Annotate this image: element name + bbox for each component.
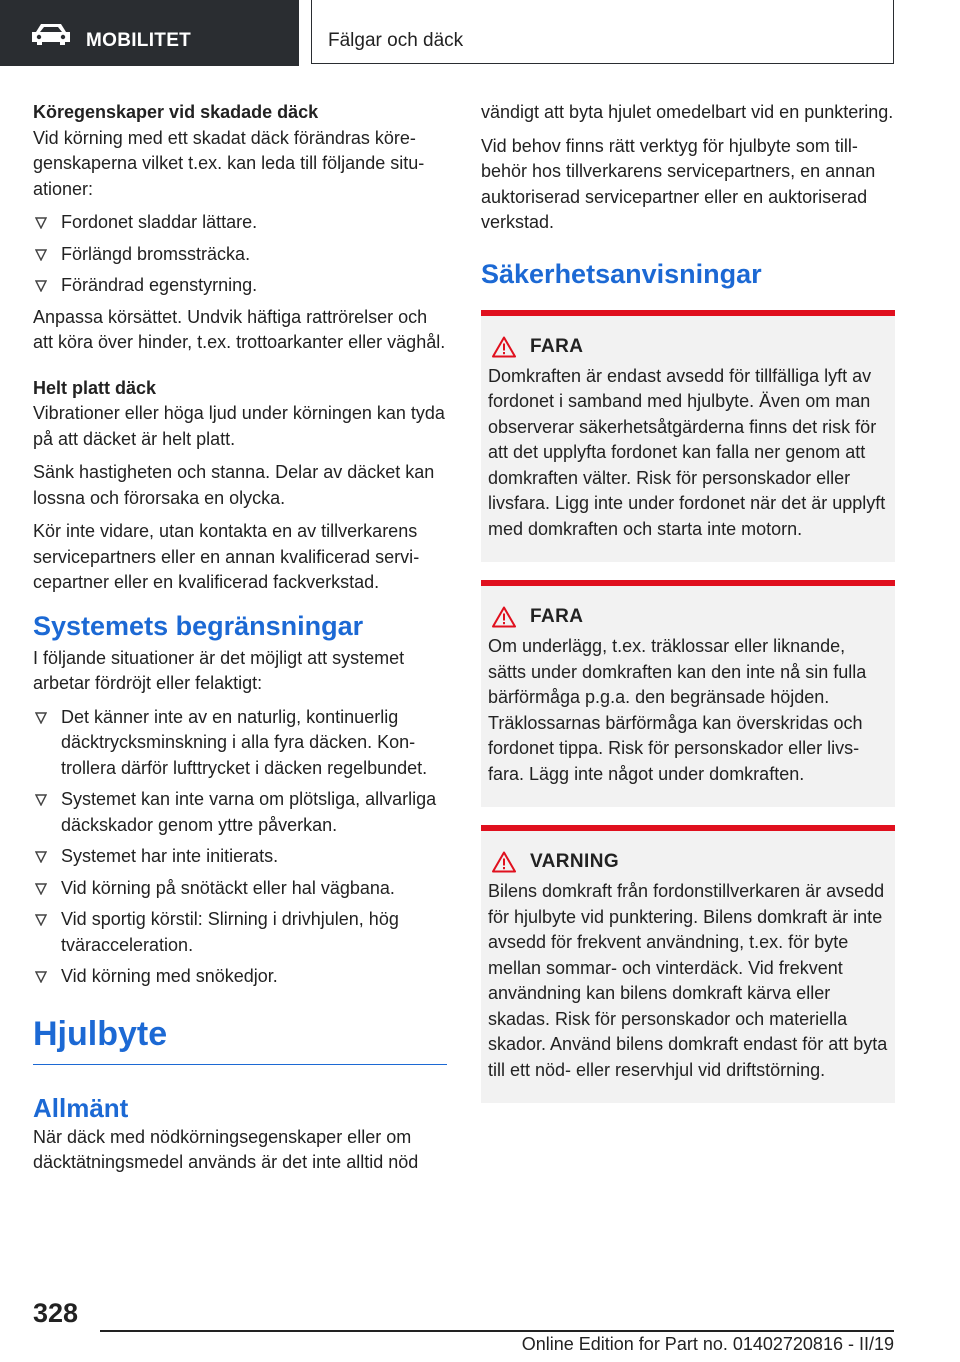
- page-number: 328: [33, 1298, 79, 1328]
- paragraph: Sänk hastigheten och stanna. Delar av däcket kan lossna och förorsaka en olycka.: [33, 462, 435, 508]
- warning-text: Om underlägg, t.ex. träklossar eller liknande, sätts under domkraften kan den inte nå sin fulla bärförmåga p.g.a. den begränsade höjden. Träklossarnas bärförmåga kan överskridas och fordonet tippa. Risk för personskador eller livsfara. Lägg inte något under domkraften.: [488, 636, 867, 784]
- heading-safety-instructions: Säkerhetsanvisningar: [481, 258, 762, 289]
- chapter-label: Fälgar och däck: [328, 30, 464, 51]
- triangle-bullet-icon: [35, 971, 47, 983]
- paragraph: Vid behov finns rätt verktyg för hjulbyte som tillbehör hos tillverkarens servicepartners, en annan auktoriserad servicepartner eller en auktoriserad verkstad.: [481, 135, 876, 232]
- warning-title: [488, 606, 888, 628]
- heading-system-limits: Systemets begränsningar: [33, 610, 364, 641]
- left-column: [33, 100, 447, 1184]
- warning-label: FARA: [530, 606, 584, 627]
- triangle-bullet-icon: [35, 217, 47, 229]
- paragraph: Vibrationer eller höga ljud under körningen kan tyda på att däcket är helt platt.: [33, 403, 445, 449]
- heading-flat-tire: Helt platt däck: [33, 377, 157, 398]
- warning-label: VARNING: [530, 851, 620, 872]
- bullet-list: [33, 705, 447, 990]
- footer-edition: Online Edition for Part no. 01402720816 - II/19: [521, 1334, 894, 1354]
- paragraph: vändigt att byta hjulet omedelbart vid en punktering.: [481, 102, 894, 122]
- warning-box: [481, 310, 895, 563]
- heading-general: Allmänt: [33, 1092, 129, 1123]
- list-item: Vid sportig körstil: Slirning i drivhjulen, hög tväracceleration.: [33, 907, 447, 958]
- list-item: Förlängd bromssträcka.: [33, 242, 447, 268]
- list-item: Systemet har inte initierats.: [33, 844, 447, 870]
- list-item: Vid körning på snötäckt eller hal vägbana.: [33, 876, 447, 902]
- warning-box: [481, 580, 895, 807]
- triangle-bullet-icon: [35, 712, 47, 724]
- list-item: Vid körning med snökedjor.: [33, 964, 447, 990]
- list-item: Förändrad egenstyrning.: [33, 273, 447, 299]
- warning-triangle-icon: [492, 606, 516, 628]
- triangle-bullet-icon: [35, 794, 47, 806]
- footer-divider: [100, 1330, 894, 1332]
- car-icon: [30, 22, 72, 46]
- warning-box: [481, 825, 895, 1103]
- heading-wheel-change: Hjulbyte: [33, 1014, 447, 1065]
- warning-triangle-icon: [492, 851, 516, 873]
- triangle-bullet-icon: [35, 249, 47, 261]
- paragraph: Vid körning med ett skadat däck förändras köregenskaperna vilket t.ex. kan leda till följande situationer:: [33, 127, 425, 199]
- paragraph: I följande situationer är det möjligt att systemet arbetar fördröjt eller felaktigt:: [33, 647, 405, 693]
- warning-title: [488, 336, 888, 358]
- heading-damaged-tire: Köregenskaper vid skadade däck: [33, 102, 319, 122]
- warning-label: FARA: [530, 335, 584, 357]
- right-column: [481, 100, 895, 1121]
- list-item: Det känner inte av en naturlig, kontinuerlig däcktrycksminskning i alla fyra däcken. Kontrollera därför lufttrycket i däcken regelbundet.: [33, 705, 447, 782]
- paragraph: Kör inte vidare, utan kontakta en av tillverkarens servicepartners eller en annan kvalificerad servicepartner eller en kvalificerad fackverkstad.: [33, 521, 420, 592]
- bullet-list: [33, 210, 447, 299]
- warning-text: Bilens domkraft från fordonstillverkaren är avsedd för hjulbyte vid punktering. Bilens domkraft är inte avsedd för frekvent användning, t.ex. för byte mellan sommar- och vinterdäck. Vid frekvent användning kan bilens domkraft kärva eller skadas. Risk för personskador och materiella skador. Använd bilens domkraft endast för att byta till ett nöd- eller reservhjul vid driftstörning.: [488, 881, 888, 1080]
- chapter-tab: [311, 0, 894, 64]
- section-tab: [0, 0, 299, 66]
- triangle-bullet-icon: [35, 280, 47, 292]
- triangle-bullet-icon: [35, 851, 47, 863]
- list-item: Systemet kan inte varna om plötsliga, allvarliga däckskador genom yttre påverkan.: [33, 787, 447, 838]
- triangle-bullet-icon: [35, 914, 47, 926]
- list-item: Fordonet sladdar lättare.: [33, 210, 447, 236]
- warning-triangle-icon: [492, 336, 516, 358]
- paragraph: Anpassa körsättet. Undvik häftiga rattrörelser och att köra över hinder, t.ex. trottoarkanter eller väghål.: [33, 306, 446, 352]
- warning-title: [488, 851, 888, 873]
- warning-text: Domkraften är endast avsedd för tillfälliga lyft av fordonet i samband med hjulbyte. Även om man observerar säkerhetsåtgärderna finns det risk för att det upplyfta fordonet kan falla ner genom att domkraften välter. Risk för personskador eller livsfara. Ligg inte under fordonet när det är upplyft med domkraften och starta inte motorn.: [488, 365, 886, 539]
- paragraph: När däck med nödkörningsegenskaper eller om däcktätningsmedel används är det inte alltid nöd: [33, 1126, 419, 1172]
- section-label: MOBILITET: [86, 30, 192, 51]
- triangle-bullet-icon: [35, 883, 47, 895]
